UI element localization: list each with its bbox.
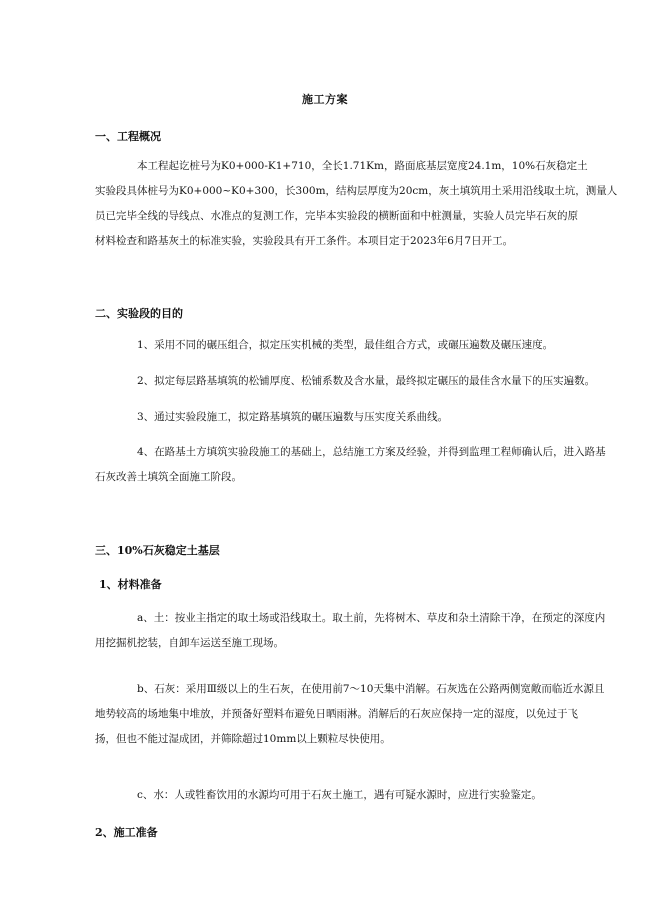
paragraph-line: 3、通过实验段施工，拟定路基填筑的碾压遍数与压实度关系曲线。 xyxy=(137,411,449,423)
purpose-item-3 xyxy=(95,405,557,430)
section-heading-overview: 一、工程概况 xyxy=(95,130,161,143)
paragraph-line: 2、拟定每层路基填筑的松铺厚度、松铺系数及含水量，最终拟定碾压的最佳含水量下的压实遍数。 xyxy=(137,375,596,387)
section-heading-lime-stabilized: 三、10%石灰稳定土基层 xyxy=(95,544,220,557)
paragraph-line: b、石灰：采用Ⅲ级以上的生石灰，在使用前7～10天集中消解。石灰选在公路两侧宽敞而临近水源且 xyxy=(137,683,605,695)
material-item-water xyxy=(95,783,557,808)
paragraph-line: 员已完毕全线的导线点、水准点的复测工作，完毕本实验段的横断面和中桩测量，实验人员完毕石灰的原 xyxy=(95,210,578,222)
paragraph-line: 石灰改善土填筑全面施工阶段。 xyxy=(95,471,242,483)
overview-paragraph xyxy=(95,154,618,254)
material-item-soil xyxy=(95,606,606,656)
purpose-item-1 xyxy=(95,333,557,358)
paragraph-line: 本工程起讫桩号为K0+000-K1+710，全长1.71Km，路面底基层宽度24.1m，10%石灰稳定土 xyxy=(137,160,588,172)
purpose-item-2 xyxy=(95,369,596,394)
paragraph-line: 实验段具体桩号为K0+000~K0+300，长300m，结构层厚度为20cm，灰土填筑用土采用沿线取土坑，测量人 xyxy=(95,185,618,197)
subsection-heading-materials: 1、材料准备 xyxy=(99,578,162,591)
paragraph-line: 地势较高的场地集中堆放，并预备好塑料布避免日晒雨淋。消解后的石灰应保持一定的湿度，以免过于飞 xyxy=(95,708,578,720)
section-heading-purpose: 二、实验段的目的 xyxy=(95,307,183,320)
purpose-item-4 xyxy=(95,440,606,490)
subsection-heading-construction-prep: 2、施工准备 xyxy=(95,826,158,839)
paragraph-line: 4、在路基土方填筑实验段施工的基础上，总结施工方案及经验，并得到监理工程师确认后，进入路基 xyxy=(137,446,606,458)
page-title: 施工方案 xyxy=(302,93,348,106)
paragraph-line: 扬，但也不能过湿成团，并筛除超过10mm以上颗粒尽快使用。 xyxy=(95,733,391,745)
paragraph-line: 用挖掘机挖装，自卸车运送至施工现场。 xyxy=(95,637,284,649)
paragraph-line: 1、采用不同的碾压组合，拟定压实机械的类型，最佳组合方式，或碾压遍数及碾压速度。 xyxy=(137,339,554,351)
paragraph-line: c、水：人或牲畜饮用的水源均可用于石灰土施工，遇有可疑水源时，应进行实验鉴定。 xyxy=(137,789,542,801)
paragraph-line: 材料检查和路基灰土的标准实验，实验段具有开工条件。本项目定于2023年6月7日开工。 xyxy=(95,235,514,247)
material-item-lime xyxy=(95,677,605,752)
paragraph-line: a、土：按业主指定的取土场或沿线取土。取土前，先将树木、草皮和杂土清除干净，在预定的深度内 xyxy=(137,612,606,624)
